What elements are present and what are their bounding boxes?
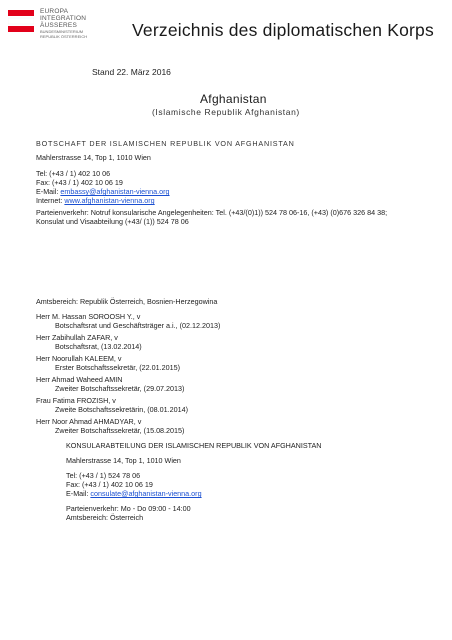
embassy-address: Mahlerstrasse 14, Top 1, 1010 Wien bbox=[36, 153, 151, 162]
consulate-heading: KONSULARABTEILUNG DER ISLAMISCHEN REPUBLIK VON AFGHANISTAN bbox=[66, 441, 322, 450]
date-stamp: Stand 22. März 2016 bbox=[92, 67, 171, 77]
consulate-email-link[interactable]: consulate@afghanistan-vienna.org bbox=[90, 489, 202, 498]
embassy-hours-line1: Parteienverkehr: Notruf konsularische Angelegenheiten: Tel. (+43/(0)1)) 524 78 06-16, (+43) (0)676 326 84 38; bbox=[36, 208, 388, 217]
staff-name: Frau Fatima FROZISH, v bbox=[36, 396, 116, 405]
logo-line: ÄUSSERES bbox=[40, 22, 78, 29]
consulate-tel: Tel: (+43 / 1) 524 78 06 bbox=[66, 471, 141, 480]
embassy-fax: Fax: (+43 / 1) 402 10 06 19 bbox=[36, 178, 123, 187]
logo-wordmark bbox=[40, 8, 87, 39]
internet-label: Internet: bbox=[36, 196, 65, 205]
staff-name: Herr M. Hassan SOROOSH Y., v bbox=[36, 312, 141, 321]
embassy-email-line bbox=[36, 187, 170, 196]
embassy-email-link[interactable]: embassy@afghanistan-vienna.org bbox=[60, 187, 170, 196]
logo-line: BUNDESMINISTERIUM bbox=[40, 29, 84, 34]
staff-role: Botschaftsrat, (13.02.2014) bbox=[55, 342, 142, 351]
staff-role: Botschaftsrat und Geschäftsträger a.i., (02.12.2013) bbox=[55, 321, 221, 330]
country-official-name: (Islamische Republik Afghanistan) bbox=[152, 107, 300, 117]
email-label: E-Mail: bbox=[36, 187, 61, 196]
embassy-jurisdiction: Amtsbereich: Republik Österreich, Bosnien-Herzegowina bbox=[36, 297, 218, 306]
email-label: E-Mail: bbox=[66, 489, 91, 498]
staff-role: Zweite Botschaftssekretärin, (08.01.2014) bbox=[55, 405, 189, 414]
consulate-hours: Parteienverkehr: Mo - Do 09:00 - 14:00 bbox=[66, 504, 191, 513]
logo-line: REPUBLIK ÖSTERREICH bbox=[40, 34, 88, 39]
embassy-internet-line bbox=[36, 196, 155, 205]
embassy-website-link[interactable]: www.afghanistan-vienna.org bbox=[64, 196, 155, 205]
staff-role: Erster Botschaftssekretär, (22.01.2015) bbox=[55, 363, 181, 372]
staff-name: Herr Ahmad Waheed AMIN bbox=[36, 375, 123, 384]
ministry-logo bbox=[8, 8, 118, 48]
page-title: Verzeichnis des diplomatischen Korps bbox=[132, 20, 434, 40]
consulate-jurisdiction: Amtsbereich: Österreich bbox=[66, 513, 144, 522]
embassy-hours-line2: Konsulat und Visaabteilung (+43/ (1)) 524 78 06 bbox=[36, 217, 189, 226]
staff-name: Herr Noor Ahmad AHMADYAR, v bbox=[36, 417, 142, 426]
staff-role: Zweiter Botschaftssekretär, (29.07.2013) bbox=[55, 384, 185, 393]
consulate-address: Mahlerstrasse 14, Top 1, 1010 Wien bbox=[66, 456, 181, 465]
embassy-heading: BOTSCHAFT DER ISLAMISCHEN REPUBLIK VON AFGHANISTAN bbox=[36, 139, 295, 148]
country-name: Afghanistan bbox=[200, 92, 267, 106]
staff-name: Herr Noorullah KALEEM, v bbox=[36, 354, 122, 363]
staff-role: Zweiter Botschaftssekretär, (15.08.2015) bbox=[55, 426, 185, 435]
austrian-flag-icon bbox=[8, 10, 34, 32]
logo-line: EUROPA bbox=[40, 8, 69, 15]
logo-line: INTEGRATION bbox=[40, 15, 87, 22]
staff-name: Herr Zabihullah ZAFAR, v bbox=[36, 333, 118, 342]
consulate-email-line bbox=[66, 489, 202, 498]
embassy-tel: Tel: (+43 / 1) 402 10 06 bbox=[36, 169, 111, 178]
consulate-fax: Fax: (+43 / 1) 402 10 06 19 bbox=[66, 480, 153, 489]
